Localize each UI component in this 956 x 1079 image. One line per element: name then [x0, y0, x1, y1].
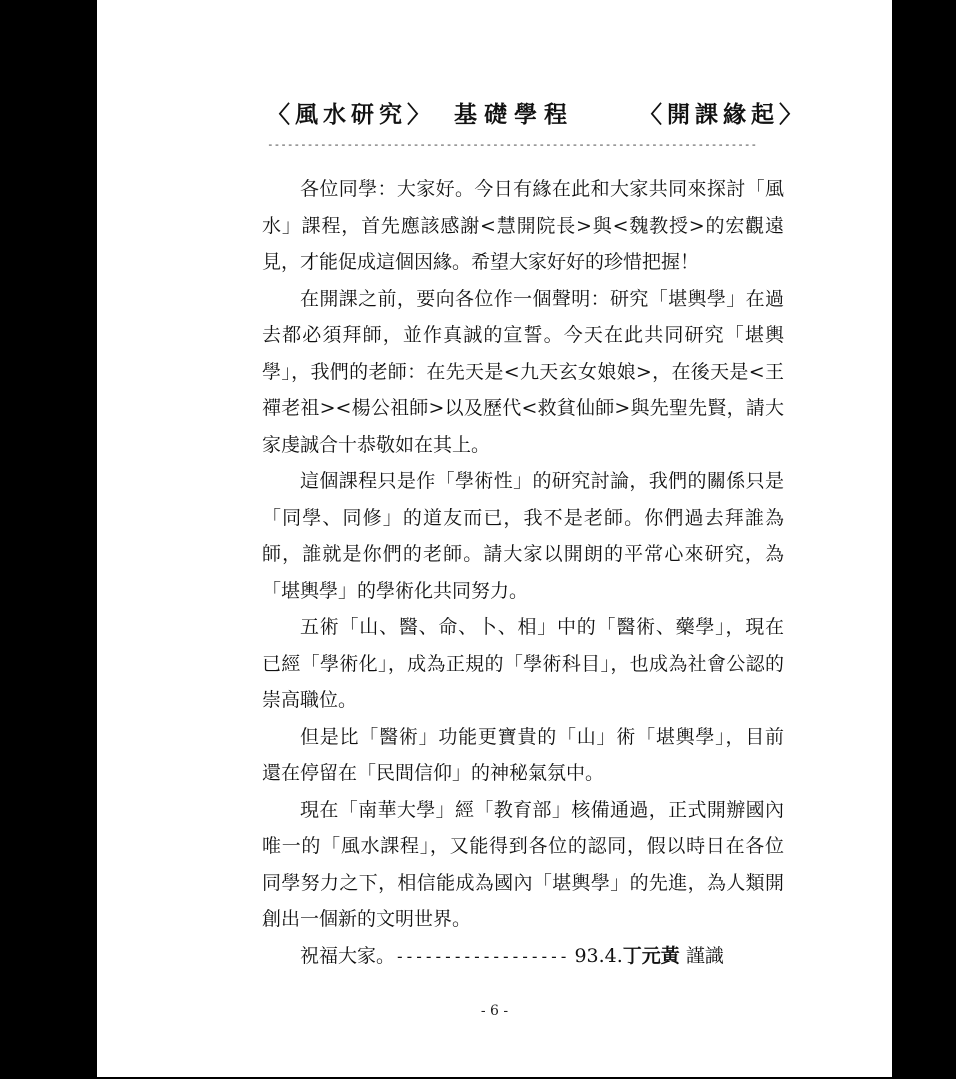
closing-date: 93.4. — [568, 944, 623, 967]
paragraph-greeting: 各位同學：大家好。今日有緣在此和大家共同來探討「風水」課程，首先應該感謝<慧開院長>與<魏教授>的宏觀遠見，才能促成這個因緣。希望大家好好的珍惜把握！ — [262, 178, 784, 273]
paragraph-course-approval: 現在「南華大學」經「教育部」核備通過，正式開辦國內唯一的「風水課程」，又能得到各位的認同，假以時日在各位同學努力之下，相信能成為國內「堪輿學」的先進，為人類開創出一個新的文明世界。 — [262, 798, 784, 930]
closing-dashes: ------------------ — [395, 946, 569, 966]
header-section-title: 〈開課緣起〉 — [639, 102, 807, 128]
paragraph-kanyu-status: 但是比「醫術」功能更寶貴的「山」術「堪輿學」，目前還在停留在「民間信仰」的神秘氣氛中。 — [262, 725, 784, 784]
paragraph-five-arts: 五術「山、醫、命、卜、相」中的「醫術、藥學」，現在已經「學術化」，成為正規的「學術科目」，也成為社會公認的崇高職位。 — [262, 616, 784, 711]
header-divider: -------------------------------------------------------------------------- — [267, 138, 758, 151]
closing-text: 祝福大家。 — [300, 944, 396, 967]
page-number: - 6 - — [480, 1003, 509, 1019]
document-page — [97, 0, 892, 1077]
page-header — [97, 96, 892, 130]
closing-signature — [262, 938, 784, 976]
closing-suffix: 謹識 — [679, 944, 724, 967]
header-series-title: 〈風水研究〉 — [267, 102, 435, 128]
closing-author: 丁元黃 — [622, 944, 680, 967]
paragraph-relationship: 這個課程只是作「學術性」的研究討論，我們的關係只是「同學、同修」的道友而已，我不是老師。你們過去拜誰為師，誰就是你們的老師。請大家以開朗的平常心來研究，為「堪輿學」的學術化共同努力。 — [262, 470, 784, 602]
paragraph-declaration: 在開課之前，要向各位作一個聲明：研究「堪輿學」在過去都必須拜師，並作真誠的宣誓。今天在此共同研究「堪輿學」，我們的老師：在先天是<九天玄女娘娘>，在後天是<王禪老祖><楊公祖師>以及歷代<救貧仙師>與先聖先賢，請大家虔誠合十恭敬如在其上。 — [262, 287, 784, 456]
header-course-title: 基礎學程 — [454, 102, 574, 128]
body-text — [262, 171, 784, 975]
